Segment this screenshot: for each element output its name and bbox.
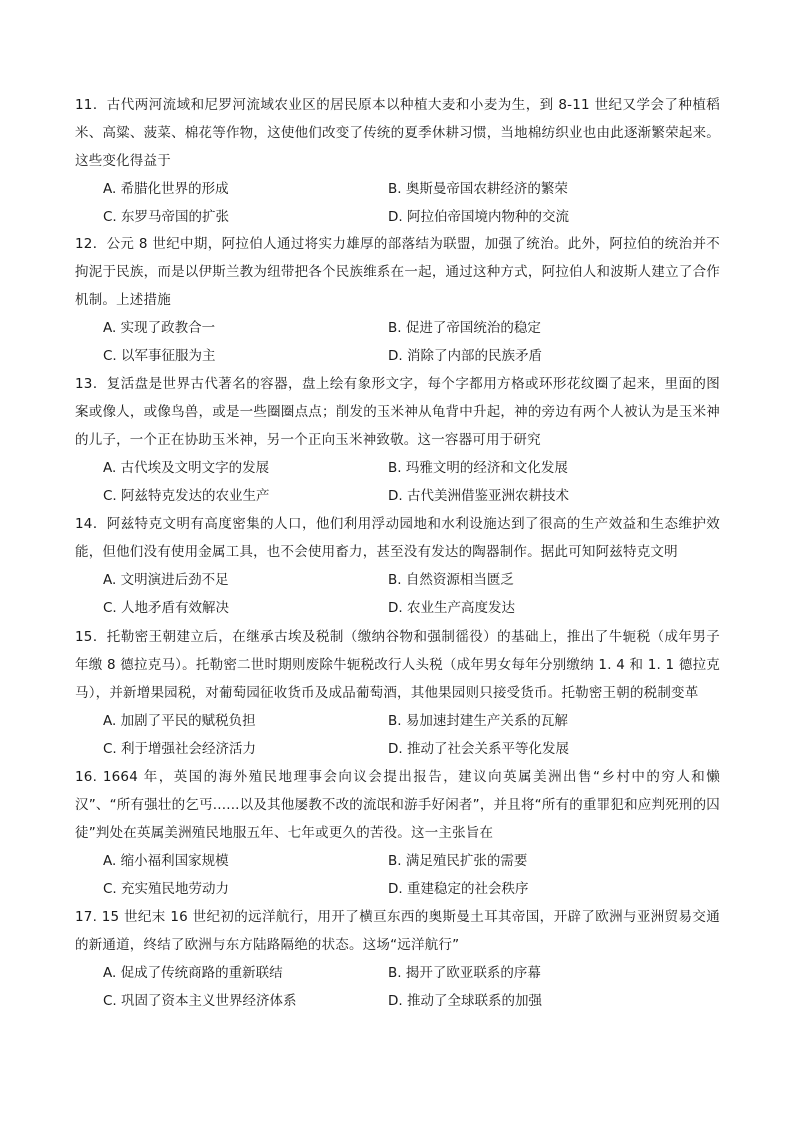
option-d: D. 农业生产高度发达 [388,600,515,616]
option-b: B. 易加速封建生产关系的瓦解 [388,713,568,729]
option-c: C. 以军事征服为主 [103,348,216,364]
question-stem: 14．阿兹特克文明有高度密集的人口，他们利用浮动园地和水利设施达到了很高的生产效益和生态维护效能，但他们没有使用金属工具，也不会使用畜力，甚至没有发达的陶器制作。据此可知阿兹特克文明 [75,516,720,560]
question-13 [75,370,720,510]
option-b: B. 揭开了欧亚联系的序幕 [388,965,541,981]
option-b: B. 玛雅文明的经济和文化发展 [388,460,568,476]
options [75,566,720,622]
question-stem: 11．古代两河流域和尼罗河流域农业区的居民原本以种植大麦和小麦为生，到 8-11 世纪又学会了种植稻米、高粱、菠菜、棉花等作物，这使他们改变了传统的夏季休耕习惯，当地棉纺织业也由此逐渐繁荣起来。这些变化得益于 [75,97,720,169]
option-d: D. 推动了全球联系的加强 [388,993,542,1009]
option-a: A. 实现了政教合一 [103,320,216,336]
question-15 [75,623,720,763]
option-a: A. 文明演进后劲不足 [103,572,229,588]
question-12 [75,230,720,370]
option-b: B. 自然资源相当匮乏 [388,572,514,588]
options [75,175,720,231]
question-stem: 17. 15 世纪末 16 世纪初的远洋航行，用开了横亘东西的奥斯曼土耳其帝国，开辟了欧洲与亚洲贸易交通的新通道，终结了欧洲与东方陆路隔绝的状态。这场“远洋航行” [75,909,720,953]
question-11 [75,91,720,231]
options [75,959,720,1015]
option-d: D. 重建稳定的社会秩序 [388,881,529,897]
option-d: D. 消除了内部的民族矛盾 [388,348,542,364]
option-d: D. 推动了社会关系平等化发展 [388,741,569,757]
option-a: A. 促成了传统商路的重新联结 [103,965,283,981]
question-stem: 16. 1664 年，英国的海外殖民地理事会向议会提出报告，建议向英属美洲出售“乡村中的穷人和懒汉”、“所有强壮的乞丐......以及其他屡教不改的流氓和游手好闲者”，并且将“所有的重罪犯和应判死刑的囚徒”判处在英属美洲殖民地服五年、七年或更久的苦役。这一主张旨在 [75,769,720,841]
option-d: D. 阿拉伯帝国境内物种的交流 [388,209,569,225]
option-c: C. 巩固了资本主义世界经济体系 [103,993,297,1009]
question-17 [75,903,720,1015]
option-a: A. 加剧了平民的赋税负担 [103,713,256,729]
options [75,707,720,763]
option-c: C. 东罗马帝国的扩张 [103,209,230,225]
options [75,314,720,370]
question-14 [75,510,720,622]
option-c: C. 人地矛盾有效解决 [103,600,230,616]
option-a: A. 缩小福利国家规模 [103,853,229,869]
option-b: B. 奥斯曼帝国农耕经济的繁荣 [388,181,568,197]
question-stem: 12．公元 8 世纪中期，阿拉伯人通过将实力雄厚的部落结为联盟，加强了统治。此外，阿拉伯的统治并不拘泥于民族，而是以伊斯兰教为纽带把各个民族维系在一起，通过这种方式，阿拉伯人和波斯人建立了合作机制。上述措施 [75,236,720,308]
question-16 [75,763,720,903]
options [75,847,720,903]
option-a: A. 希腊化世界的形成 [103,181,229,197]
option-c: C. 利于增强社会经济活力 [103,741,257,757]
options [75,454,720,510]
question-stem: 13．复活盘是世界古代著名的容器，盘上绘有象形文字，每个字都用方格或环形花纹圈了起来，里面的图案或像人，或像鸟兽，或是一些圈圈点点；削发的玉米神从龟背中升起，神的旁边有两个人被认为是玉米神的儿子，一个正在协助玉米神，另一个正向玉米神致敬。这一容器可用于研究 [75,376,720,448]
option-c: C. 阿兹特克发达的农业生产 [103,488,270,504]
option-a: A. 古代埃及文明文字的发展 [103,460,270,476]
option-d: D. 古代美洲借鉴亚洲农耕技术 [388,488,569,504]
question-stem: 15．托勒密王朝建立后，在继承古埃及税制（缴纳谷物和强制徭役）的基础上，推出了牛轭税（成年男子年缴 8 德拉克马）。托勒密二世时期则废除牛轭税改行人头税（成年男女每年分别缴纳 1. 4 和 1. 1 德拉克马），并新增果园税，对葡萄园征收货币及成品葡萄酒，其他果园则只接受货币。托勒密王朝的税制变革 [75,629,720,701]
option-b: B. 满足殖民扩张的需要 [388,853,528,869]
option-c: C. 充实殖民地劳动力 [103,881,230,897]
option-b: B. 促进了帝国统治的稳定 [388,320,541,336]
